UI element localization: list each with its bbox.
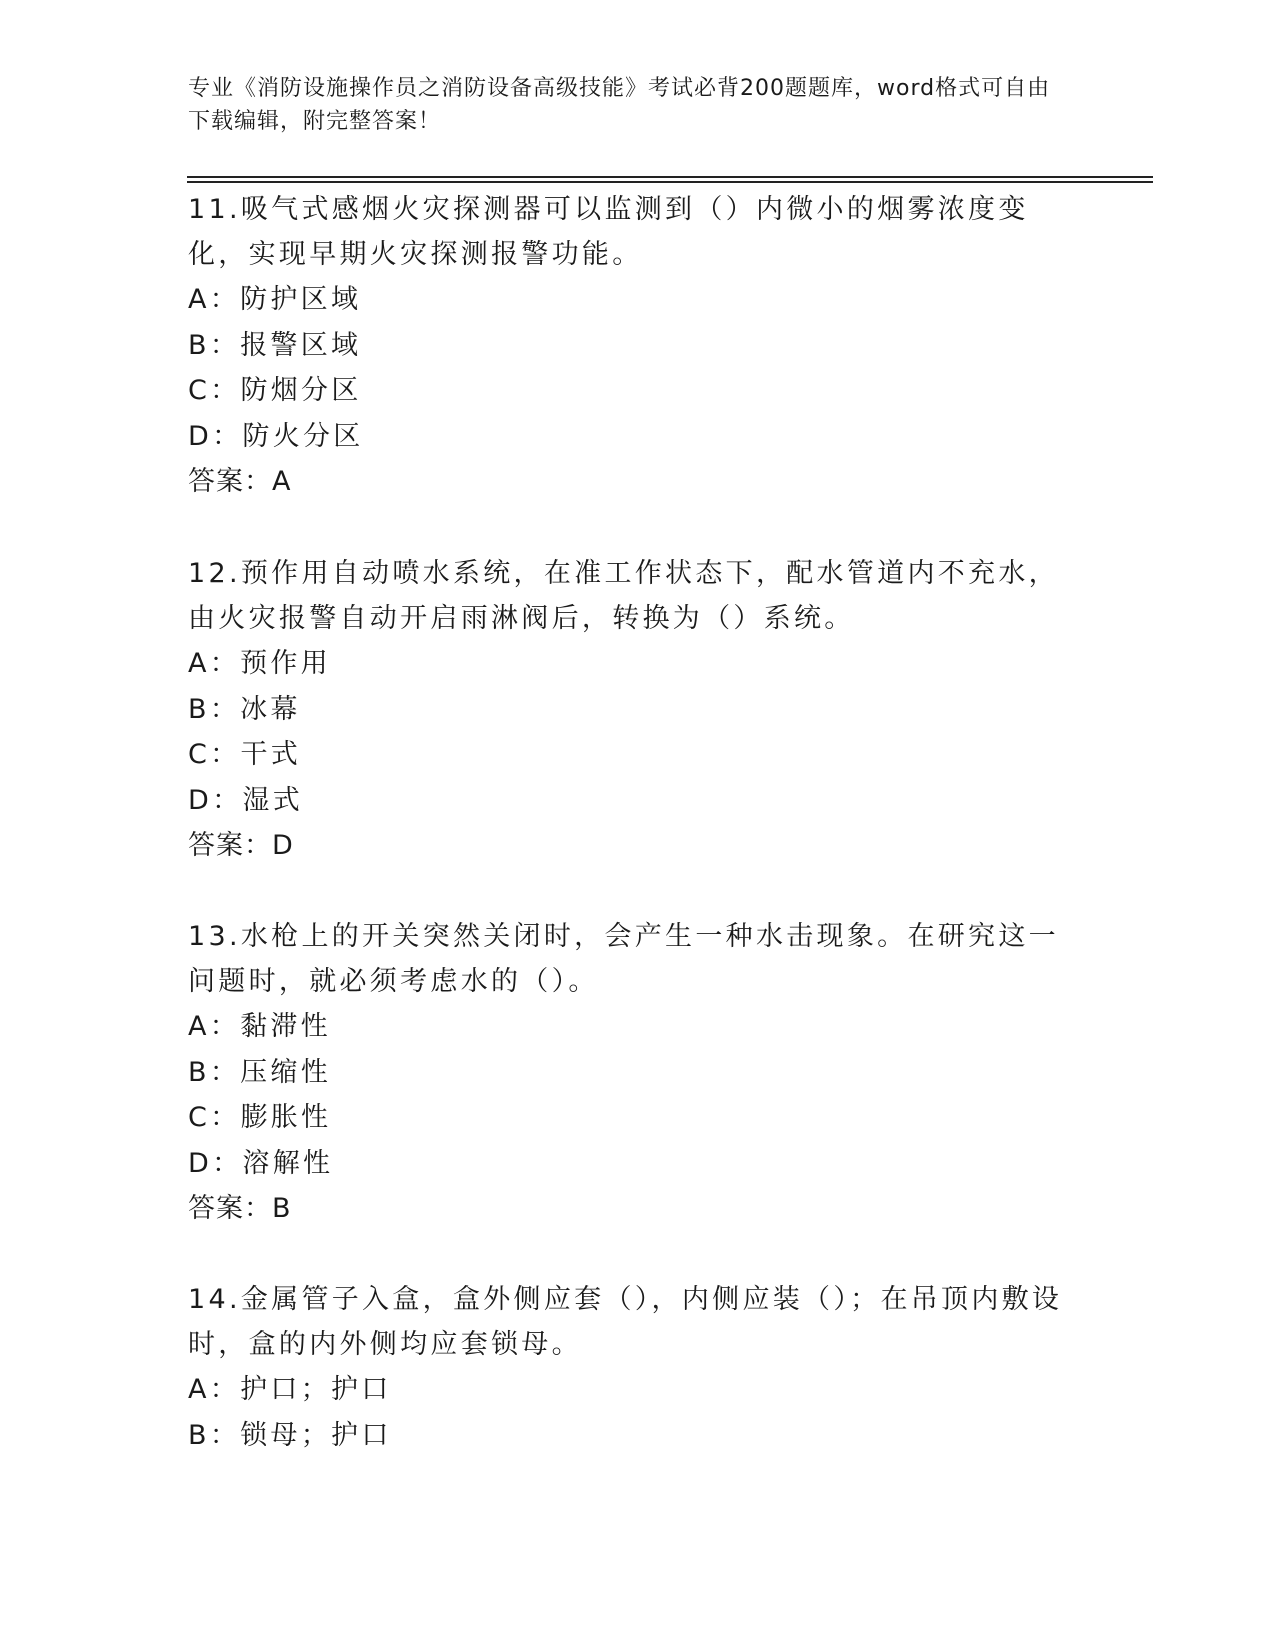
option-c: C：膨胀性 [188, 1102, 332, 1133]
question-stem: 13.水枪上的开关突然关闭时，会产生一种水击现象。在研究这一问题时，就必须考虑水的（）。 [188, 921, 1059, 997]
option-c: C：防烟分区 [188, 375, 362, 406]
header-rule-bottom [187, 181, 1153, 183]
option-d: D：溶解性 [188, 1147, 334, 1179]
question-stem: 11.吸气式感烟火灾探测器可以监测到（）内微小的烟雾浓度变化，实现早期火灾探测报警功能。 [188, 194, 1029, 270]
option-a: A：防护区域 [188, 284, 362, 315]
question-stem: 12.预作用自动喷水系统，在准工作状态下，配水管道内不充水，由火灾报警自动开启雨淋阀后，转换为（）系统。 [188, 558, 1059, 634]
option-d: D：湿式 [188, 784, 303, 816]
option-b: B：压缩性 [188, 1056, 332, 1088]
option-a: A：预作用 [188, 648, 331, 679]
option-b: B：锁母；护口 [188, 1419, 392, 1451]
question-12 [188, 551, 1078, 868]
option-a: A：黏滞性 [188, 1011, 331, 1042]
header-rule-top [187, 176, 1153, 178]
document-header: 专业《消防设施操作员之消防设备高级技能》考试必背200题题库，word格式可自由下载编辑，附完整答案！ [188, 76, 1051, 134]
answer-line: 答案：D [188, 830, 294, 861]
answer-line: 答案：B [188, 1193, 292, 1224]
question-13 [188, 914, 1078, 1231]
option-a: A：护口；护口 [188, 1374, 392, 1405]
option-b: B：报警区域 [188, 329, 362, 361]
option-c: C：干式 [188, 739, 302, 770]
answer-line: 答案：A [188, 466, 292, 497]
question-stem: 14.金属管子入盒，盒外侧应套（），内侧应装（）；在吊顶内敷设时，盒的内外侧均应套锁母。 [188, 1284, 1063, 1360]
question-14 [188, 1277, 1078, 1458]
question-11 [188, 187, 1078, 504]
option-d: D：防火分区 [188, 420, 364, 452]
option-b: B：冰幕 [188, 693, 301, 725]
